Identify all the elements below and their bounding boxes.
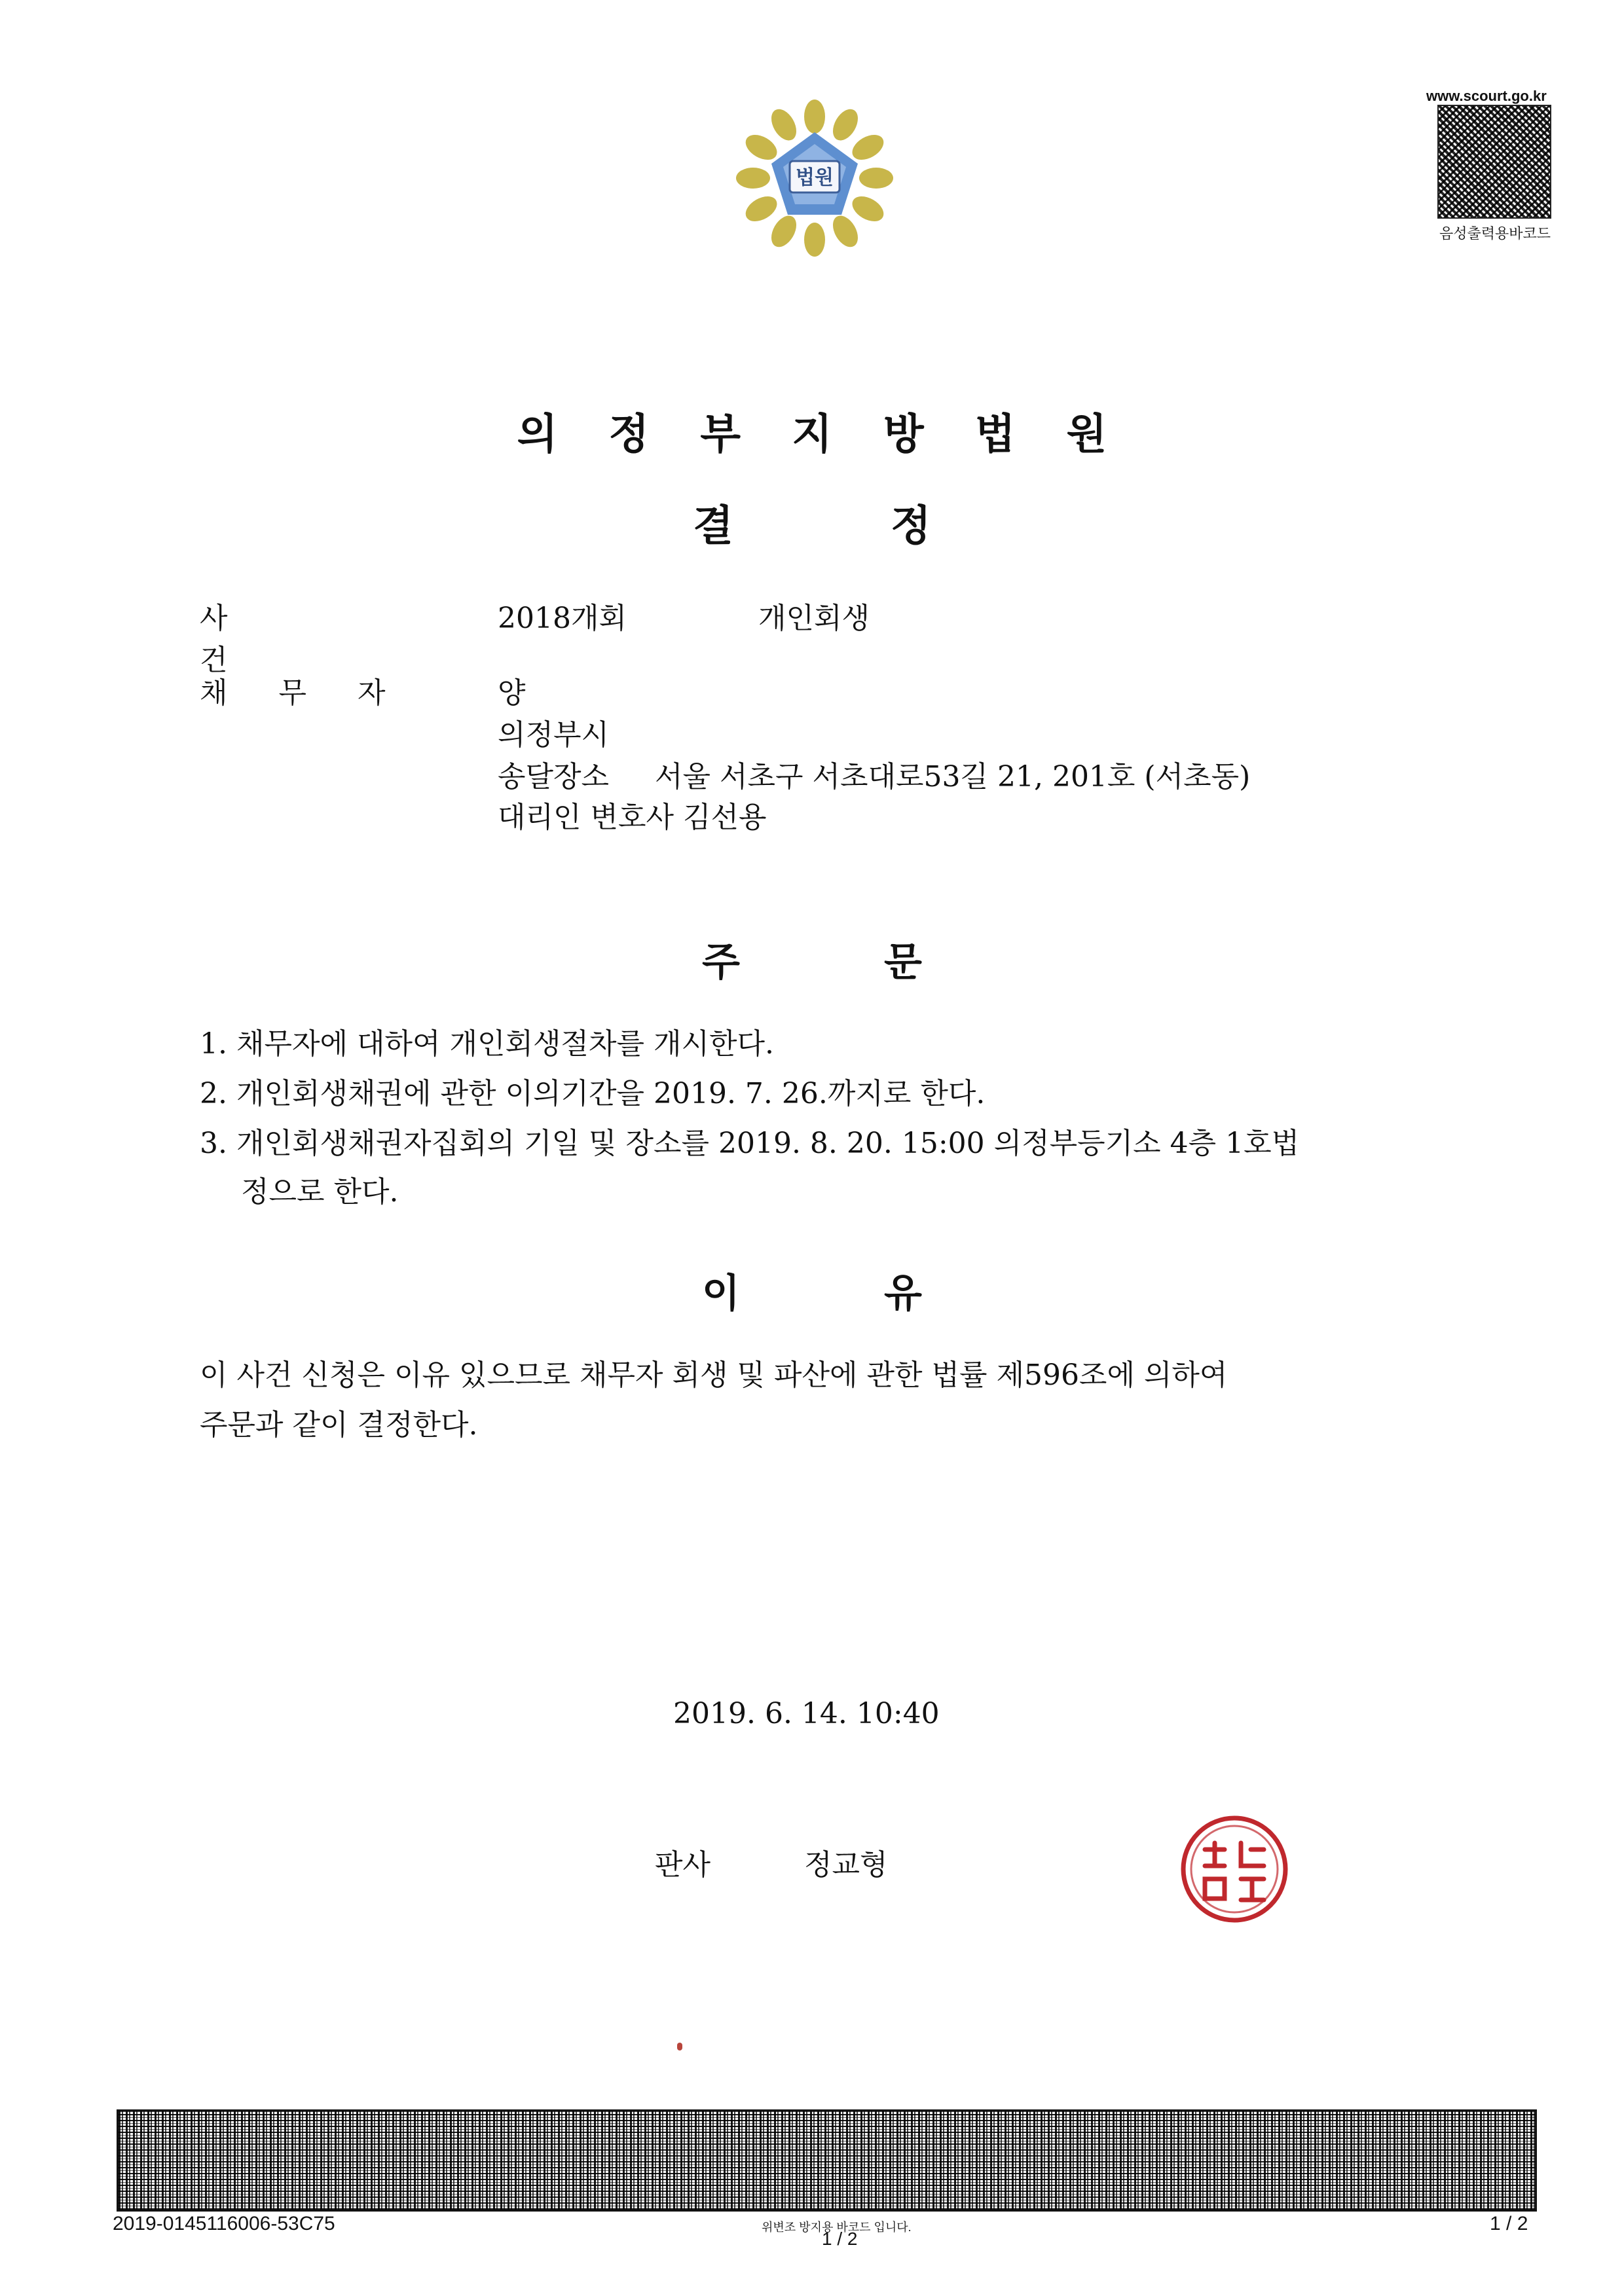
order-heading: 주문 bbox=[702, 939, 1066, 985]
case-label-spread: 사건 bbox=[200, 602, 331, 677]
case-label bbox=[200, 594, 383, 678]
barcode-note: 위변조 방지용 바코드 입니다. bbox=[762, 2221, 912, 2234]
order-item-1: 1. 채무자에 대하여 개인회생절차를 개시한다. bbox=[200, 1027, 774, 1061]
reason-line-1: 이 사건 신청은 이유 있으므로 채무자 회생 및 파산에 관한 법률 제596조에 의하여 bbox=[200, 1358, 1228, 1392]
document-id: 2019-0145116006-53C75 bbox=[113, 2213, 335, 2234]
case-type: 개인회생 bbox=[758, 602, 870, 635]
court-emblem-icon bbox=[735, 98, 895, 258]
delivery-address: 서울 서초구 서초대로53길 21, 201호 (서초동) bbox=[655, 760, 1251, 793]
emblem-text: 법원 bbox=[796, 166, 834, 189]
agent: 대리인 변호사 김선용 bbox=[498, 801, 767, 834]
debtor-name: 양 bbox=[498, 676, 526, 710]
anti-forgery-barcode bbox=[117, 2109, 1537, 2212]
debtor-label: 채무자 bbox=[200, 676, 437, 710]
page-number-center: 1 / 2 bbox=[822, 2229, 858, 2249]
voice-barcode bbox=[1437, 105, 1551, 219]
barcode-caption: 음성출력용바코드 bbox=[1439, 225, 1551, 242]
order-item-3: 3. 개인회생채권자집회의 기일 및 장소를 2019. 8. 20. 15:00 의정부등기소 4층 1호법 bbox=[200, 1127, 1300, 1160]
reason-line-2: 주문과 같이 결정한다. bbox=[200, 1408, 478, 1442]
case-number: 2018개회 bbox=[498, 602, 627, 635]
court-name: 의정부지방법원 bbox=[517, 410, 1158, 459]
case-label-text bbox=[200, 594, 383, 678]
page-number-right: 1 / 2 bbox=[1490, 2213, 1528, 2234]
delivery-label: 송달장소 bbox=[498, 760, 610, 793]
reason-heading: 이유 bbox=[702, 1271, 1066, 1317]
debtor-address: 의정부시 bbox=[498, 718, 610, 752]
judge-name: 정교형 bbox=[804, 1848, 888, 1882]
site-url: www.scourt.go.kr bbox=[1426, 88, 1547, 104]
judge-title: 판사 bbox=[655, 1848, 711, 1882]
decision-date: 2019. 6. 14. 10:40 bbox=[673, 1697, 940, 1730]
order-item-3-cont: 정으로 한다. bbox=[241, 1175, 399, 1209]
judge-seal-icon bbox=[1179, 1813, 1290, 1925]
document-type: 결정 bbox=[693, 502, 1088, 551]
order-item-2: 2. 개인회생채권에 관한 이의기간을 2019. 7. 26.까지로 한다. bbox=[200, 1077, 986, 1110]
scan-speck bbox=[677, 2043, 682, 2050]
